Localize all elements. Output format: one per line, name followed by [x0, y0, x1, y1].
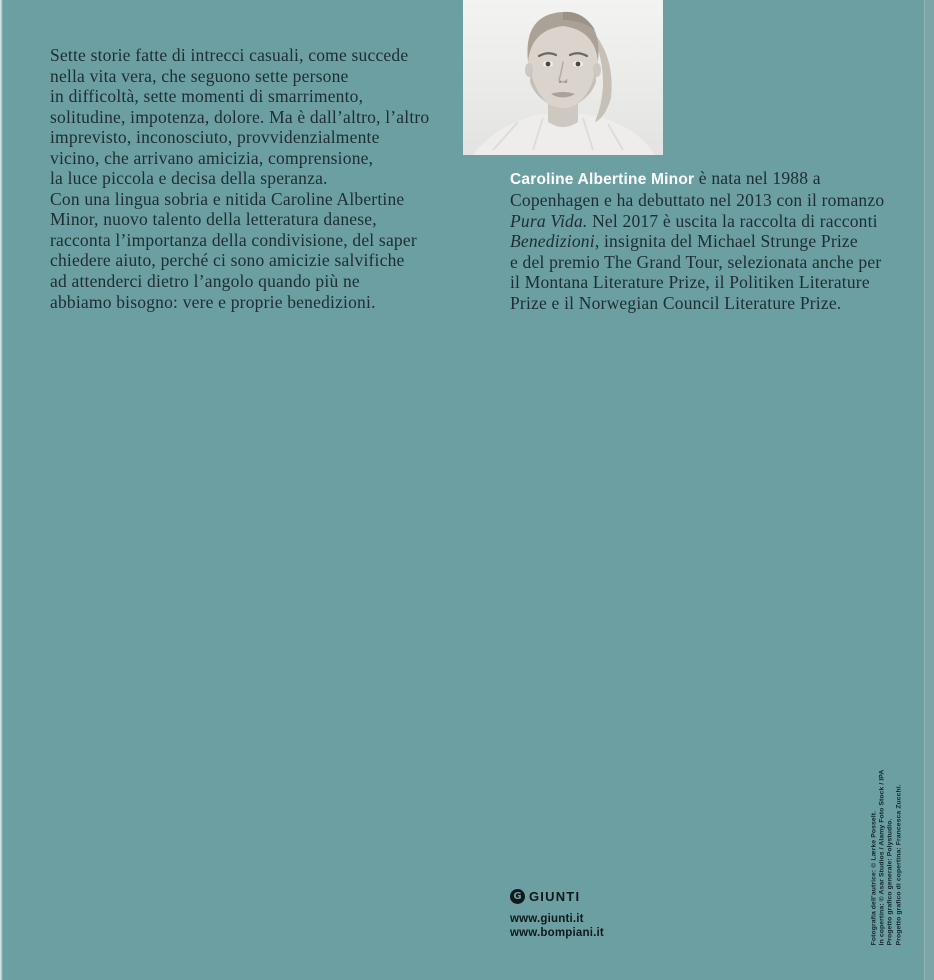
credit-line: Fotografia dell’autrice: © Lærke Posselt.	[870, 810, 878, 946]
synopsis-line: la luce piccola e decisa della speranza.	[50, 168, 328, 189]
bio-line	[510, 293, 910, 313]
link-bompiani-site[interactable]: www.bompiani.it	[510, 926, 604, 939]
synopsis-line: solitudine, impotenza, dolore. Ma è dall’altro, l’altro	[50, 106, 430, 127]
synopsis-line: Con una lingua sobria e nitida Caroline Albertine	[50, 188, 405, 209]
synopsis-text	[50, 45, 440, 312]
giunti-logo	[510, 889, 604, 904]
credit-line: Progetto grafico di copertina: Francesca Zucchi.	[895, 784, 903, 946]
portrait-illustration	[463, 0, 663, 155]
photo-credits	[871, 733, 904, 945]
scan-edge-right	[924, 0, 934, 980]
author-bio	[510, 168, 910, 313]
bio-line	[510, 190, 910, 210]
author-photo	[463, 0, 663, 155]
bio-line	[510, 252, 910, 272]
bio-text-segment: Nel 2017 è uscita la raccolta di racconti	[587, 210, 878, 231]
bio-line	[510, 168, 910, 190]
synopsis-line: ad attenderci dietro l’angolo quando più ne	[50, 271, 360, 292]
scan-edge-left	[0, 0, 3, 980]
bio-text-segment: e del premio The Grand Tour, selezionata anche per	[510, 251, 882, 272]
synopsis-line: nella vita vera, che seguono sette persone	[50, 65, 349, 86]
synopsis-line: Minor, nuovo talento della letteratura danese,	[50, 209, 377, 230]
credit-line: In copertina: © Asar Studios / Alamy Foto Stock / IPA	[878, 769, 886, 946]
link-giunti-site[interactable]: www.giunti.it	[510, 913, 584, 925]
synopsis-line: racconta l’importanza della condivisione, del saper	[50, 229, 417, 250]
giunti-g-icon: G	[510, 889, 525, 904]
author-name: Caroline Albertine Minor	[510, 171, 695, 188]
giunti-logo-text: GIUNTI	[529, 889, 581, 904]
bio-text-segment: , insignita del Michael Strunge Prize	[594, 231, 858, 252]
synopsis-line: abbiamo bisogno: vere e proprie benedizioni.	[50, 291, 376, 312]
synopsis-line: chiedere aiuto, perché ci sono amicizie salvifiche	[50, 250, 405, 271]
synopsis-line: Sette storie fatte di intrecci casuali, come succede	[50, 45, 409, 65]
credit-line: Progetto grafico generale: Polystudio.	[887, 818, 894, 946]
bio-text-segment: Prize e il Norwegian Council Literature Prize.	[510, 292, 842, 313]
bio-text-segment: Benedizioni	[510, 231, 595, 252]
synopsis-line: imprevisto, inconosciuto, provvidenzialmente	[50, 127, 380, 148]
synopsis-line: vicino, che arrivano amicizia, comprensione,	[50, 147, 374, 168]
synopsis-line: in difficoltà, sette momenti di smarrimento,	[50, 86, 364, 107]
bio-text-segment: è nata nel 1988 a	[694, 168, 821, 188]
bio-text-segment: Pura Vida.	[510, 210, 588, 231]
bio-line	[510, 211, 910, 231]
bio-line	[510, 231, 910, 251]
publisher-block	[510, 889, 604, 940]
bio-text-segment: Copenhagen e ha debuttato nel 2013 con il romanzo	[510, 190, 885, 211]
bio-text-segment: il Montana Literature Prize, il Politiken Literature	[510, 272, 870, 293]
bio-line	[510, 272, 910, 292]
